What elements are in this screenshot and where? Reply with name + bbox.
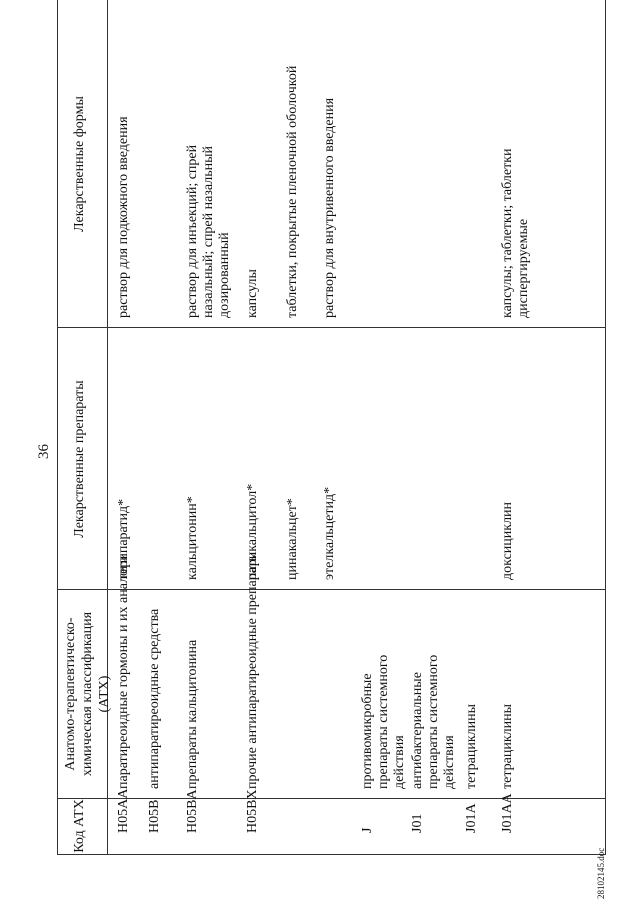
header-forms: Лекарственные формы — [72, 96, 87, 232]
dosage-form: капсулы — [245, 269, 260, 318]
atc-code: J — [360, 827, 375, 833]
header-drugs: Лекарственные препараты — [72, 380, 87, 538]
drug-name: цинакальцет* — [285, 498, 300, 580]
drug-name: терипаратид* — [116, 498, 131, 580]
atc-classification: прочие антипаратиреоидные препараты — [245, 551, 260, 789]
header-code: Код АТХ — [72, 799, 87, 853]
atc-code: J01AA — [500, 793, 515, 833]
atc-classification: тетрациклины — [500, 704, 515, 789]
column-divider-class — [57, 589, 605, 590]
table-border-left — [57, 854, 605, 855]
atc-classification: противомикробные препараты системного действия — [360, 654, 407, 789]
atc-code: H05BX — [245, 789, 260, 833]
drug-name: парикальцитол* — [245, 483, 260, 580]
header-classification: Анатомо-терапевтическо-химическая классификация (АТХ) — [63, 611, 112, 777]
column-divider-code — [57, 798, 605, 799]
footer-filename: 28102145.doc — [596, 847, 606, 899]
atc-code: J01A — [464, 803, 479, 833]
dosage-form: раствор для инъекций; спрей назальный; спрей назальный дозированный — [185, 144, 232, 318]
page-number: 36 — [36, 444, 52, 459]
column-divider-drugs — [57, 327, 605, 328]
drug-name: кальцитонин* — [185, 496, 200, 580]
atc-classification: антипаратиреоидные средства — [147, 608, 162, 789]
atc-code: H05B — [147, 799, 162, 833]
dosage-form: раствор для подкожного введения — [116, 116, 131, 318]
atc-code: H05BA — [185, 789, 200, 833]
atc-classification: паратиреоидные гормоны и их аналоги — [116, 555, 131, 789]
atc-code: J01 — [410, 813, 425, 833]
atc-code: H05AA — [116, 788, 131, 833]
table-border-bottom — [605, 0, 606, 855]
dosage-form: таблетки, покрытые пленочной оболочкой — [285, 65, 300, 318]
atc-classification: препараты кальцитонина — [185, 639, 200, 789]
atc-classification: тетрациклины — [464, 704, 479, 789]
drug-name: доксициклин — [500, 501, 515, 580]
drug-name: этелкальцетид* — [322, 486, 337, 580]
dosage-form: капсулы; таблетки; таблетки диспергируемые — [500, 148, 531, 318]
table-border-top — [57, 0, 58, 855]
dosage-form: раствор для внутривенного введения — [322, 97, 337, 318]
atc-classification: антибактериальные препараты системного действия — [410, 654, 457, 789]
